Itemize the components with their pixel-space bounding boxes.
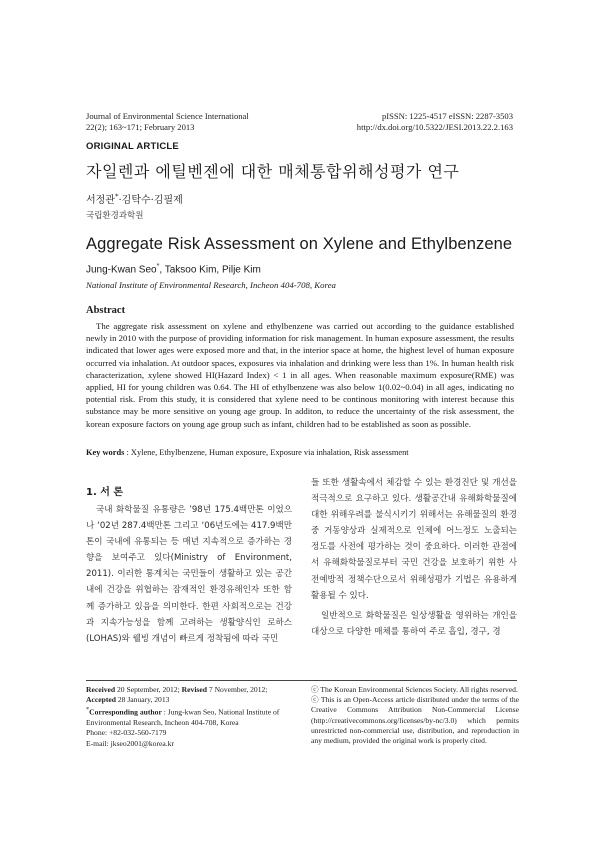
english-author-first: Jung-Kwan Seo bbox=[86, 264, 157, 276]
korean-affiliation: 국립환경과학원 bbox=[86, 211, 144, 221]
email[interactable]: E-mail: jkseo2001@korea.kr bbox=[86, 738, 174, 748]
keywords-text: : Xylene, Ethylbenzene, Human exposure, Exposure via inhalation, Risk assessment bbox=[124, 448, 409, 457]
footnote-left bbox=[86, 685, 300, 749]
korean-authors-rest: ·김탁수·김필제 bbox=[118, 195, 183, 206]
issn-header bbox=[253, 111, 513, 133]
phone: Phone: +82-032-560-7179 bbox=[86, 728, 167, 738]
keywords-label: Key words bbox=[86, 448, 125, 457]
english-title: Aggregate Risk Assessment on Xylene and Ethylbenzene bbox=[86, 235, 513, 253]
doi-link[interactable]: http://dx.doi.org/10.5322/JESI.2013.22.2.163 bbox=[356, 122, 513, 132]
received-line: Received 20 September, 2012; Revised 7 November, 2012; bbox=[86, 685, 268, 694]
body-column-right bbox=[311, 475, 517, 640]
korean-author-first: 서정관 bbox=[86, 195, 115, 206]
footnote-right bbox=[311, 685, 519, 746]
journal-volume: 22(2); 163~171; February 2013 bbox=[86, 122, 195, 132]
copyright: ⓒ The Korean Environmental Sciences Society. All rights reserved. bbox=[311, 685, 518, 694]
korean-title: 자일렌과 에틸벤젠에 대한 매체통합위해성평가 연구 bbox=[86, 162, 460, 181]
paragraph: 국내 화학물질 유통량은 ’98년 175.4백만톤 이었으나 ‘02년 287.4백만톤 그리고 ‘06년도에는 417.9백만톤이 국내에 유통되는 등 매년 지속적으로 증가하는 경향을 보여주고 있다(Ministry of Environment, 2011). 이러한 통계치는 국민들이 생활하고 있는 공간 내에 건강을 위협하는 잠재적인 환경유해인자 또한 함께 증가하고 있음을 의미한다. 한편 사회적으로는 건강과 지속가능성을 함께 고려하는 생활양식인 로하스(LOHAS)와 웰빙 개념이 빠르게 정착됨에 따라 국민 bbox=[86, 505, 292, 644]
accepted-line: Accepted 28 January, 2013 bbox=[86, 695, 170, 705]
english-authors bbox=[86, 263, 261, 275]
abstract-body bbox=[86, 320, 514, 430]
issn: pISSN: 1225-4517 eISSN: 2287-3503 bbox=[381, 111, 513, 121]
corresponding-mark: * bbox=[156, 263, 160, 270]
article-type: ORIGINAL ARTICLE bbox=[86, 141, 179, 152]
footnote-divider bbox=[86, 680, 517, 681]
english-authors-rest: , Taksoo Kim, Pilje Kim bbox=[159, 264, 261, 276]
journal-name: Journal of Environmental Science International bbox=[86, 111, 249, 121]
keywords bbox=[86, 448, 409, 457]
body-column-left bbox=[86, 502, 292, 647]
paragraph: 들 또한 생활속에서 체감할 수 있는 환경진단 및 개선을 적극적으로 요구하고 있다. 생활공간내 유해화학물질에 대한 위해우려를 불식시키기 위해서는 유해물질의 환경 중 거동양상과 실제적으로 인체에 어느정도 노출되는 정도를 사전에 평가하는 것이 중요하다. 이러한 관점에서 유해화학물질로부터 국민 건강을 보호하기 위한 사전예방적 정책수단으로서 위해성평가 기법은 유용하게 활용될 수 있다. bbox=[311, 478, 517, 601]
license: ⓒ This is an Open-Access article distributed under the terms of the Creative Commons Attribution Non-Commercial License (http://creativecommons.org/licenses/by-nc/3.0) which permits unrestricted non-commercial use, distribution, and reproduction in any medium, provided the original work is properly cited. bbox=[311, 695, 519, 746]
abstract-heading: Abstract bbox=[86, 305, 126, 316]
korean-authors bbox=[86, 191, 183, 206]
corresponding-mark: * bbox=[114, 192, 119, 201]
corresponding-author: *Corresponding author : Jung-kwan Seo, National Institute of Environmental Research, Incheon 404-708, Korea bbox=[86, 706, 280, 728]
abstract-text: The aggregate risk assessment on xylene and ethylbenzene was carried out according to the guidance established newly in 2010 with the purpose of providing information for risk management. In human exposure assessment, the results indicated that lower ages were exposed more and that, in the interior space at home, the highest level of human exposure occurred via inhalation. At outdoor spaces, exposures via inhalation and drinking were less than 1%. In human health risk characterization, xylene showed HI(Hazard Index) < 1 in all ages. When reasonable maximum exposure(RME) was applied, HI for young children was 0.64. The HI of ethylbenzene was also below 1(0.02~0.04) in all ages, indicating no potential risk. From this study, it is considered that xylene need to be continous monitoring with interest because this substance may be more sensitive on young age group. In additon, to reduce the uncertainty of the risk assessment, the korean exposure factors on young age group such as infant, children had to be established as soon as possible. bbox=[86, 321, 514, 429]
section-heading: 1. 서 론 bbox=[86, 487, 124, 498]
english-affiliation: National Institute of Environmental Research, Incheon 404-708, Korea bbox=[86, 280, 336, 290]
paragraph: 일반적으로 화학물질은 일상생활을 영위하는 개인을 대상으로 다양한 매체를 통하여 주로 흡입, 경구, 경 bbox=[311, 610, 517, 637]
